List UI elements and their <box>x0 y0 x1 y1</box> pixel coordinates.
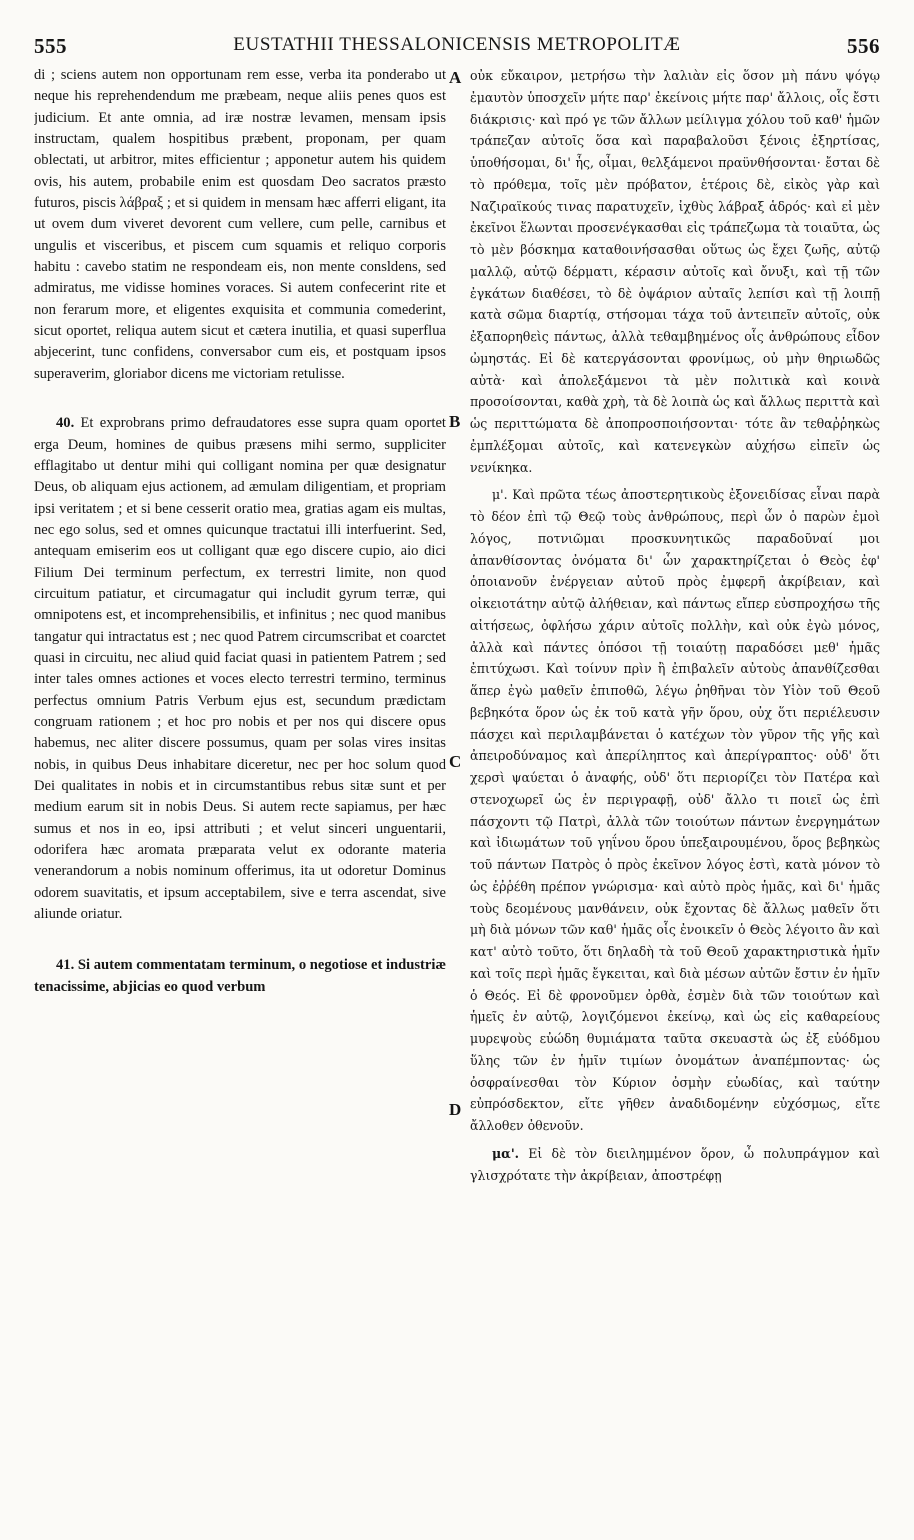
running-title: EUSTATHII THESSALONICENSIS METROPOLITÆ <box>233 34 681 55</box>
margin-marker-c: C <box>449 752 462 771</box>
latin-paragraph-39-end: di ; sciens autem non opportunam rem esse, verba ita ponderabo ut neque his reprehendendum me præbeam, neque aliis penes quos est judicium. Et ante omnia, ad iræ nostræ levamen, mensam ipsis instructam, qualem hospitibus præbent, proponam, per quam oblectati, ut arbitror, mites efficientur ; apponetur autem his quidem ovis, his autem, probabile enim est quosdam Deo sacratos præsto futuros, piscis λάβραξ ; et si quidem in mensam hæc afferri eligant, ita ut ovem dum viveret devorent cum vellere, cum pelle, carnibus et ungulis et visceribus, et piscem cum squamis et reliquo corporis habitu : cavebo statim ne respondeam eis, non mente consldens, sed admiratus, me vidisse homines voraces. Si autem confecerint rite et non ferarum more, et eligentes exquisita et communia comederint, sicut oportet, reliqua autem sicut et cætera inutilia, et quasi superflua abjecerint, tunc confidens, conversabor cum eis, et postquam ipsos superaverim, gloriabor dicens me victoriam retulisse. <box>34 67 446 382</box>
greek-column <box>470 65 880 1530</box>
paragraph-text: Et exprobrans primo defraudatores esse supra quam oportet erga Deum, homines de quibus præsens mihi sermo, suppliciter efflagitabo ut dentur mihi qui colligant nomina per quæ designatur Deus, ob aliquam ejus actionem, ad æmulam diligentiam, et propriam ipsi veritatem ; et si bene cesserit oratio mea, gratias agam eis multas, nec ego solus, sed et omnes quicunque tractatui illi interfuerint. Sed, antequam emiserim eos ut colligant quæ ego discere cupio, aio dici Filium Dei terminum perfectum, ex terrestri limite, non quod circuitum patiatur, et circumagatur qui includit gyrum terræ, qui omnipotens est, et incomprehensibilis, et infinitus ; nec quod manibus tangatur qui intractatus est ; nec quod Patrem circumscribat et coarctet quasi in circuitu, nec aliud quid faciat quasi in patientem Patrem ; sed inter tales omnes actiones et voces electo terrestri termino, terminus perfectus omnium Patris Verbum ejus est, secundum prædictam congruam rationem ; et hoc pro nobis et per nos qui discere opus habemus, nec aliter discere possumus, quam per solas vires insitas nobis, in quibus Deus inhabitare diceretur, nec per hoc solum quod Dei qualitates in nobis et in circumstantibus rebus sitæ sunt et per medium earum sit in nobis Deus. Si autem recte sapiamus, per hæc sumus et nos in eo, ipsi attributi ; et velut sinceri unguentarii, odorifera hæc aromata præparata velut ex odorante materia venerandorum a nobis nominum offerimus, ita ut odoretur Dominus odorem suavitatis, et ipsum acceptabilem, sive e terra ascendat, sive aliunde oriatur. <box>34 415 446 923</box>
paragraph-gap <box>34 385 446 413</box>
greek-paragraph-41 <box>470 1143 880 1187</box>
latin-paragraph-41 <box>34 955 446 998</box>
latin-column <box>34 65 446 1530</box>
page-header <box>34 34 880 58</box>
greek-paragraph-40 <box>470 484 880 1137</box>
paragraph-number: μα'. <box>492 1145 520 1161</box>
page-number-right: 556 <box>847 34 880 58</box>
margin-marker-a: A <box>449 68 462 87</box>
paragraph-text: Καὶ πρῶτα τέως ἀποστερητικοὺς ἐξονειδίσας εἶναι παρὰ τὸ δέον ἐπὶ τῷ Θεῷ τοὺς ἀνθρώπους, περὶ ὧν ὁ παρὼν ἐμοὶ λόγος, ποτνιῶμαι προσκυνητικῶς παραδοῦναί μοι ἀπανθίσοντας ὀνόματα δι' ὧν χαρακτηρίζεται ὁ Θεὸς ἐφ' ὁποιανοῦν ἐνέργειαν αὐτοῦ πρὸς ἐμφερῆ ἀκρίβειαν, καὶ οἰκειοτάτην αὐτῷ ἀλήθειαν, καὶ πάντως εἴπερ εὐσπροχήσω τῆς αἰτήσεως, ὀφλήσω χάριν αὐτοῖς πολλὴν, καὶ οὐκ ἐγὼ μόνος, ἀλλὰ καὶ πάντες ὁπόσοι τῇ τοιαύτῃ παραδόσει μεθ' ἡμᾶς ἐπιτύχωσι. Καὶ τοίνυν πρὶν ἢ ἐπιβαλεῖν αὐτοὺς ἀπανθίζεσθαι ἅπερ ἐγὼ μαθεῖν ἐπιποθῶ, λέγω ῥηθῆναι τὸν Υἱὸν τοῦ Θεοῦ βεβηκότα ὅρον ὡς ἐκ τοῦ κατὰ γῆν ὅρου, οὐχ ὅτι περιέλευσιν πάσχει καὶ περιλαμβάνεται ὁ κατέχων τὸν γῦρον τῆς γῆς καὶ ἀπειροδύναμος καὶ ἀπερίληπτος καὶ ἀπερίγραπτος· οὐδ' ὅτι χερσὶ ψαύεται ὁ ἀναφής, οὐδ' ὅτι περιορίζει τὸν Πατέρα καὶ στενοχωρεῖ ὡς ἐν περιγραφῇ, οὐδ' ἄλλο τι ποιεῖ ὡς ἐπὶ πάσχοντι τῷ Πατρὶ, ἀλλὰ τῶν τοιούτων πάντων ἐνεργημάτων καὶ ἰδιωμάτων τοῦ γηΐνου ὅρου ὑπεξαιρουμένου, ὅρος βεβηκὼς τοῦ πάντων Πατρὸς ὁ πρὸς ἐκεῖνον λόγος ἐστὶ, κατὰ μόνον τὸ ὡς ἐῤῥέθη πρέπον γνώρισμα· καὶ αὐτὸ πρὸς ἡμᾶς, καὶ δι' ἡμᾶς τοὺς δεομένους μανθάνειν, οὐκ ἔχοντας δὲ ἄλλως μαθεῖν ὅτι μὴ διὰ μόνων τῶν καθ' ἡμᾶς οἷς ἐνοικεῖν ὁ Θεὸς λέγοιτο ἂν καὶ κατ' αὐτὸ τοῦτο, ὅτι δηλαδὴ τὰ τοῦ Θεοῦ χαρακτηριστικὰ ἡμῖν καὶ τοῖς περὶ ἡμᾶς ἔγκειται, καὶ διὰ μέσων αὐτῶν ἔστιν ἐν ἡμῖν ὁ Θεός. Εἰ δὲ φρονοῦμεν ὀρθὰ, ἐσμὲν διὰ τῶν τοιούτων καὶ ἡμεῖς ἐν αὐτῷ, λογιζόμενοι ἐκείνῳ, καὶ ὡς εἰς καθαρείους μυρεψοὺς εὐώδη θυμιάματα ταῦτα σκευαστὰ ὡς ἐξ εὐόδμου ὕλης τῶν ἐν ἡμῖν τιμίων ὀνομάτων ἀναπέμποντας· ὡς ὀσφραίνεσθαι τὸν Κύριον ὀσμὴν εὐωδίας, καὶ ταύτην εὐπρόσδεκτον, εἴτε γῆθεν ἀναδιδομένην εὐχόσμως, εἴτε ἄλλοθεν ὀθενοῦν. <box>470 487 880 1133</box>
greek-paragraph-39-end: οὐκ εὔκαιρον, μετρήσω τὴν λαλιὰν εἰς ὅσον μὴ πάνυ ψόγῳ ἐμαυτὸν ὑποσχεῖν μήτε παρ' ἐκείνοις μήτε παρ' ἄλλοις, οἷς ἔστι διάκρισις· καὶ πρό γε τῶν ἄλλων μείλιγμα χόλου τοῦ καθ' ἡμῶν τράπεζαν αὐτοῖς ὅσα καὶ παραβαλοῦσι ξένοις ἐξηρτίσας, ὑποθήσομαι, δι' ἧς, οἶμαι, θελξάμενοι πραϋνθήσονται· ἔσται δὲ τὸ πρόθεμα, τοῖς μὲν πρόβατον, ἑτέροις δὲ, εἰκὸς γὰρ καὶ Ναζιραϊκούς τινας παρατυχεῖν, ἰχθὺς λάβραξ ἁδρός· καὶ εἰ μὲν ἐκεῖνοι ἕλωνται προσενέγκασθαι εἰς τράπεζωμα τὰ τοιαῦτα, ὡς τὸ μὲν βόσκημα καταθοινήσασθαι οὕτως ὡς ἔχει ζωῆς, αὐτῷ μαλλῷ, αὐτῷ δέρματι, κέρασιν αὐτοῖς καὶ ὄνυξι, καὶ τῇ τῶν ἐγκάτων διαθέσει, τὸ δὲ ὀψάριον αὐταῖς λεπίσι καὶ τῇ λοιπῇ κατὰ σῶμα διαρτίᾳ, στήσομαι τάχα τοῦ ἀντειπεῖν αὐτοῖς, οὐκ ἐξαπορηθεὶς πάντως, ἀλλὰ τεθαμβημένος οἷς ἀνθρώπους εἶδον ὠμηστάς. Εἰ δὲ κατεργάσονται φρονίμως, οὐ μὴν θηριωδῶς αὐτὰ· καὶ ἀπολεξάμενοι τὰ μὲν πολιτικὰ καὶ κοινὰ προσοίσονται, καθὰ χρὴ, τὰ δὲ λοιπὰ ὡς καὶ ἄλλως περιττὰ καὶ ὡς περιττώματα δὲ ἀποπροσποιήσονται· τότε ἂν τεθαῤῥηκὼς ἐμπλέξομαι αὐτοῖς, καὶ κατενεγκὼν αὐχήσω εἰπεῖν ὡς νενίκηκα. <box>470 68 880 475</box>
paragraph-gap <box>34 925 446 955</box>
paragraph-number: 41. <box>56 957 75 974</box>
margin-marker-b: B <box>449 412 461 431</box>
paragraph-number: μ'. <box>492 487 508 503</box>
paragraph-text: Si autem commentatam terminum, o negotiose et industriæ tenacissime, abjicias eo quod verbum <box>34 957 446 995</box>
paragraph-text: Εἰ δὲ τὸν διειλημμένον ὅρον, ὦ πολυπράγμον καὶ γλισχρότατε τὴν ἀκρίβειαν, ἀποστρέφῃ <box>470 1145 880 1183</box>
latin-paragraph-40 <box>34 413 446 925</box>
margin-marker-d: D <box>449 1100 462 1119</box>
page-number-left: 555 <box>34 34 67 58</box>
paragraph-number: 40. <box>56 415 75 432</box>
